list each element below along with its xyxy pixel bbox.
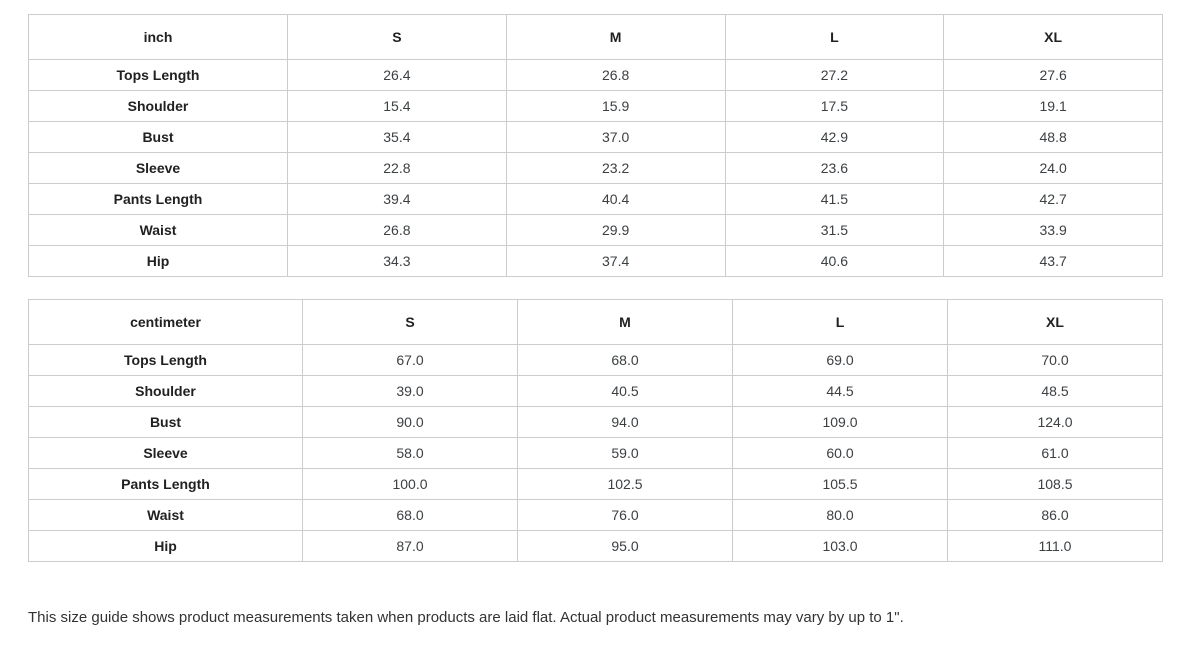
- measurement-label-cell: Bust: [29, 407, 303, 438]
- measurement-value-cell: 70.0: [948, 345, 1163, 376]
- measurement-value-cell: 95.0: [518, 531, 733, 562]
- size-header-cell: M: [518, 300, 733, 345]
- table-row: [29, 60, 1163, 91]
- measurement-value-cell: 24.0: [944, 153, 1163, 184]
- measurement-value-cell: 68.0: [518, 345, 733, 376]
- measurement-value-cell: 48.8: [944, 122, 1163, 153]
- table-row: [29, 438, 1163, 469]
- measurement-value-cell: 43.7: [944, 246, 1163, 277]
- table-row: [29, 246, 1163, 277]
- measurement-value-cell: 108.5: [948, 469, 1163, 500]
- measurement-value-cell: 39.4: [288, 184, 507, 215]
- measurement-value-cell: 60.0: [733, 438, 948, 469]
- measurement-value-cell: 58.0: [303, 438, 518, 469]
- measurement-label-cell: Pants Length: [29, 184, 288, 215]
- measurement-value-cell: 19.1: [944, 91, 1163, 122]
- unit-header-cell: centimeter: [29, 300, 303, 345]
- table-row: [29, 184, 1163, 215]
- table-row: [29, 407, 1163, 438]
- measurement-value-cell: 39.0: [303, 376, 518, 407]
- measurement-value-cell: 124.0: [948, 407, 1163, 438]
- measurement-label-cell: Waist: [29, 215, 288, 246]
- size-header-cell: XL: [944, 15, 1163, 60]
- measurement-value-cell: 23.6: [725, 153, 944, 184]
- measurement-value-cell: 35.4: [288, 122, 507, 153]
- measurement-value-cell: 40.6: [725, 246, 944, 277]
- measurement-value-cell: 68.0: [303, 500, 518, 531]
- measurement-value-cell: 80.0: [733, 500, 948, 531]
- measurement-value-cell: 15.9: [506, 91, 725, 122]
- measurement-value-cell: 37.4: [506, 246, 725, 277]
- measurement-value-cell: 94.0: [518, 407, 733, 438]
- table-row: [29, 469, 1163, 500]
- header-row: [29, 300, 1163, 345]
- measurement-value-cell: 29.9: [506, 215, 725, 246]
- measurement-value-cell: 86.0: [948, 500, 1163, 531]
- measurement-value-cell: 103.0: [733, 531, 948, 562]
- size-header-cell: M: [506, 15, 725, 60]
- measurement-value-cell: 67.0: [303, 345, 518, 376]
- measurement-label-cell: Tops Length: [29, 345, 303, 376]
- table-row: [29, 376, 1163, 407]
- measurement-value-cell: 31.5: [725, 215, 944, 246]
- measurement-value-cell: 40.4: [506, 184, 725, 215]
- measurement-value-cell: 109.0: [733, 407, 948, 438]
- measurement-value-cell: 34.3: [288, 246, 507, 277]
- measurement-value-cell: 105.5: [733, 469, 948, 500]
- measurement-label-cell: Shoulder: [29, 91, 288, 122]
- measurement-label-cell: Sleeve: [29, 438, 303, 469]
- size-header-cell: S: [288, 15, 507, 60]
- header-row: [29, 15, 1163, 60]
- measurement-value-cell: 102.5: [518, 469, 733, 500]
- measurement-label-cell: Sleeve: [29, 153, 288, 184]
- measurement-value-cell: 40.5: [518, 376, 733, 407]
- measurement-value-cell: 27.2: [725, 60, 944, 91]
- measurement-value-cell: 33.9: [944, 215, 1163, 246]
- measurement-label-cell: Waist: [29, 500, 303, 531]
- table-row: [29, 215, 1163, 246]
- measurement-label-cell: Hip: [29, 246, 288, 277]
- measurement-value-cell: 42.9: [725, 122, 944, 153]
- measurement-value-cell: 26.8: [506, 60, 725, 91]
- measurement-value-cell: 17.5: [725, 91, 944, 122]
- measurement-value-cell: 48.5: [948, 376, 1163, 407]
- size-table-inch: [28, 14, 1163, 277]
- size-table-centimeter: [28, 299, 1163, 562]
- measurement-value-cell: 41.5: [725, 184, 944, 215]
- measurement-value-cell: 100.0: [303, 469, 518, 500]
- table-row: [29, 91, 1163, 122]
- measurement-value-cell: 15.4: [288, 91, 507, 122]
- table-row: [29, 345, 1163, 376]
- measurement-value-cell: 26.4: [288, 60, 507, 91]
- measurement-value-cell: 27.6: [944, 60, 1163, 91]
- size-header-cell: L: [725, 15, 944, 60]
- measurement-value-cell: 42.7: [944, 184, 1163, 215]
- table-row: [29, 500, 1163, 531]
- measurement-value-cell: 69.0: [733, 345, 948, 376]
- size-header-cell: L: [733, 300, 948, 345]
- measurement-label-cell: Tops Length: [29, 60, 288, 91]
- size-guide-note: This size guide shows product measurements taken when products are laid flat. Actual product measurements may vary by up to 1".: [28, 609, 904, 626]
- table-row: [29, 122, 1163, 153]
- measurement-label-cell: Hip: [29, 531, 303, 562]
- measurement-value-cell: 76.0: [518, 500, 733, 531]
- size-header-cell: S: [303, 300, 518, 345]
- measurement-value-cell: 23.2: [506, 153, 725, 184]
- measurement-value-cell: 44.5: [733, 376, 948, 407]
- unit-header-cell: inch: [29, 15, 288, 60]
- measurement-value-cell: 87.0: [303, 531, 518, 562]
- measurement-value-cell: 111.0: [948, 531, 1163, 562]
- measurement-value-cell: 61.0: [948, 438, 1163, 469]
- table-row: [29, 153, 1163, 184]
- size-header-cell: XL: [948, 300, 1163, 345]
- measurement-value-cell: 37.0: [506, 122, 725, 153]
- measurement-value-cell: 22.8: [288, 153, 507, 184]
- measurement-value-cell: 26.8: [288, 215, 507, 246]
- measurement-label-cell: Pants Length: [29, 469, 303, 500]
- measurement-label-cell: Shoulder: [29, 376, 303, 407]
- measurement-value-cell: 59.0: [518, 438, 733, 469]
- measurement-label-cell: Bust: [29, 122, 288, 153]
- measurement-value-cell: 90.0: [303, 407, 518, 438]
- table-row: [29, 531, 1163, 562]
